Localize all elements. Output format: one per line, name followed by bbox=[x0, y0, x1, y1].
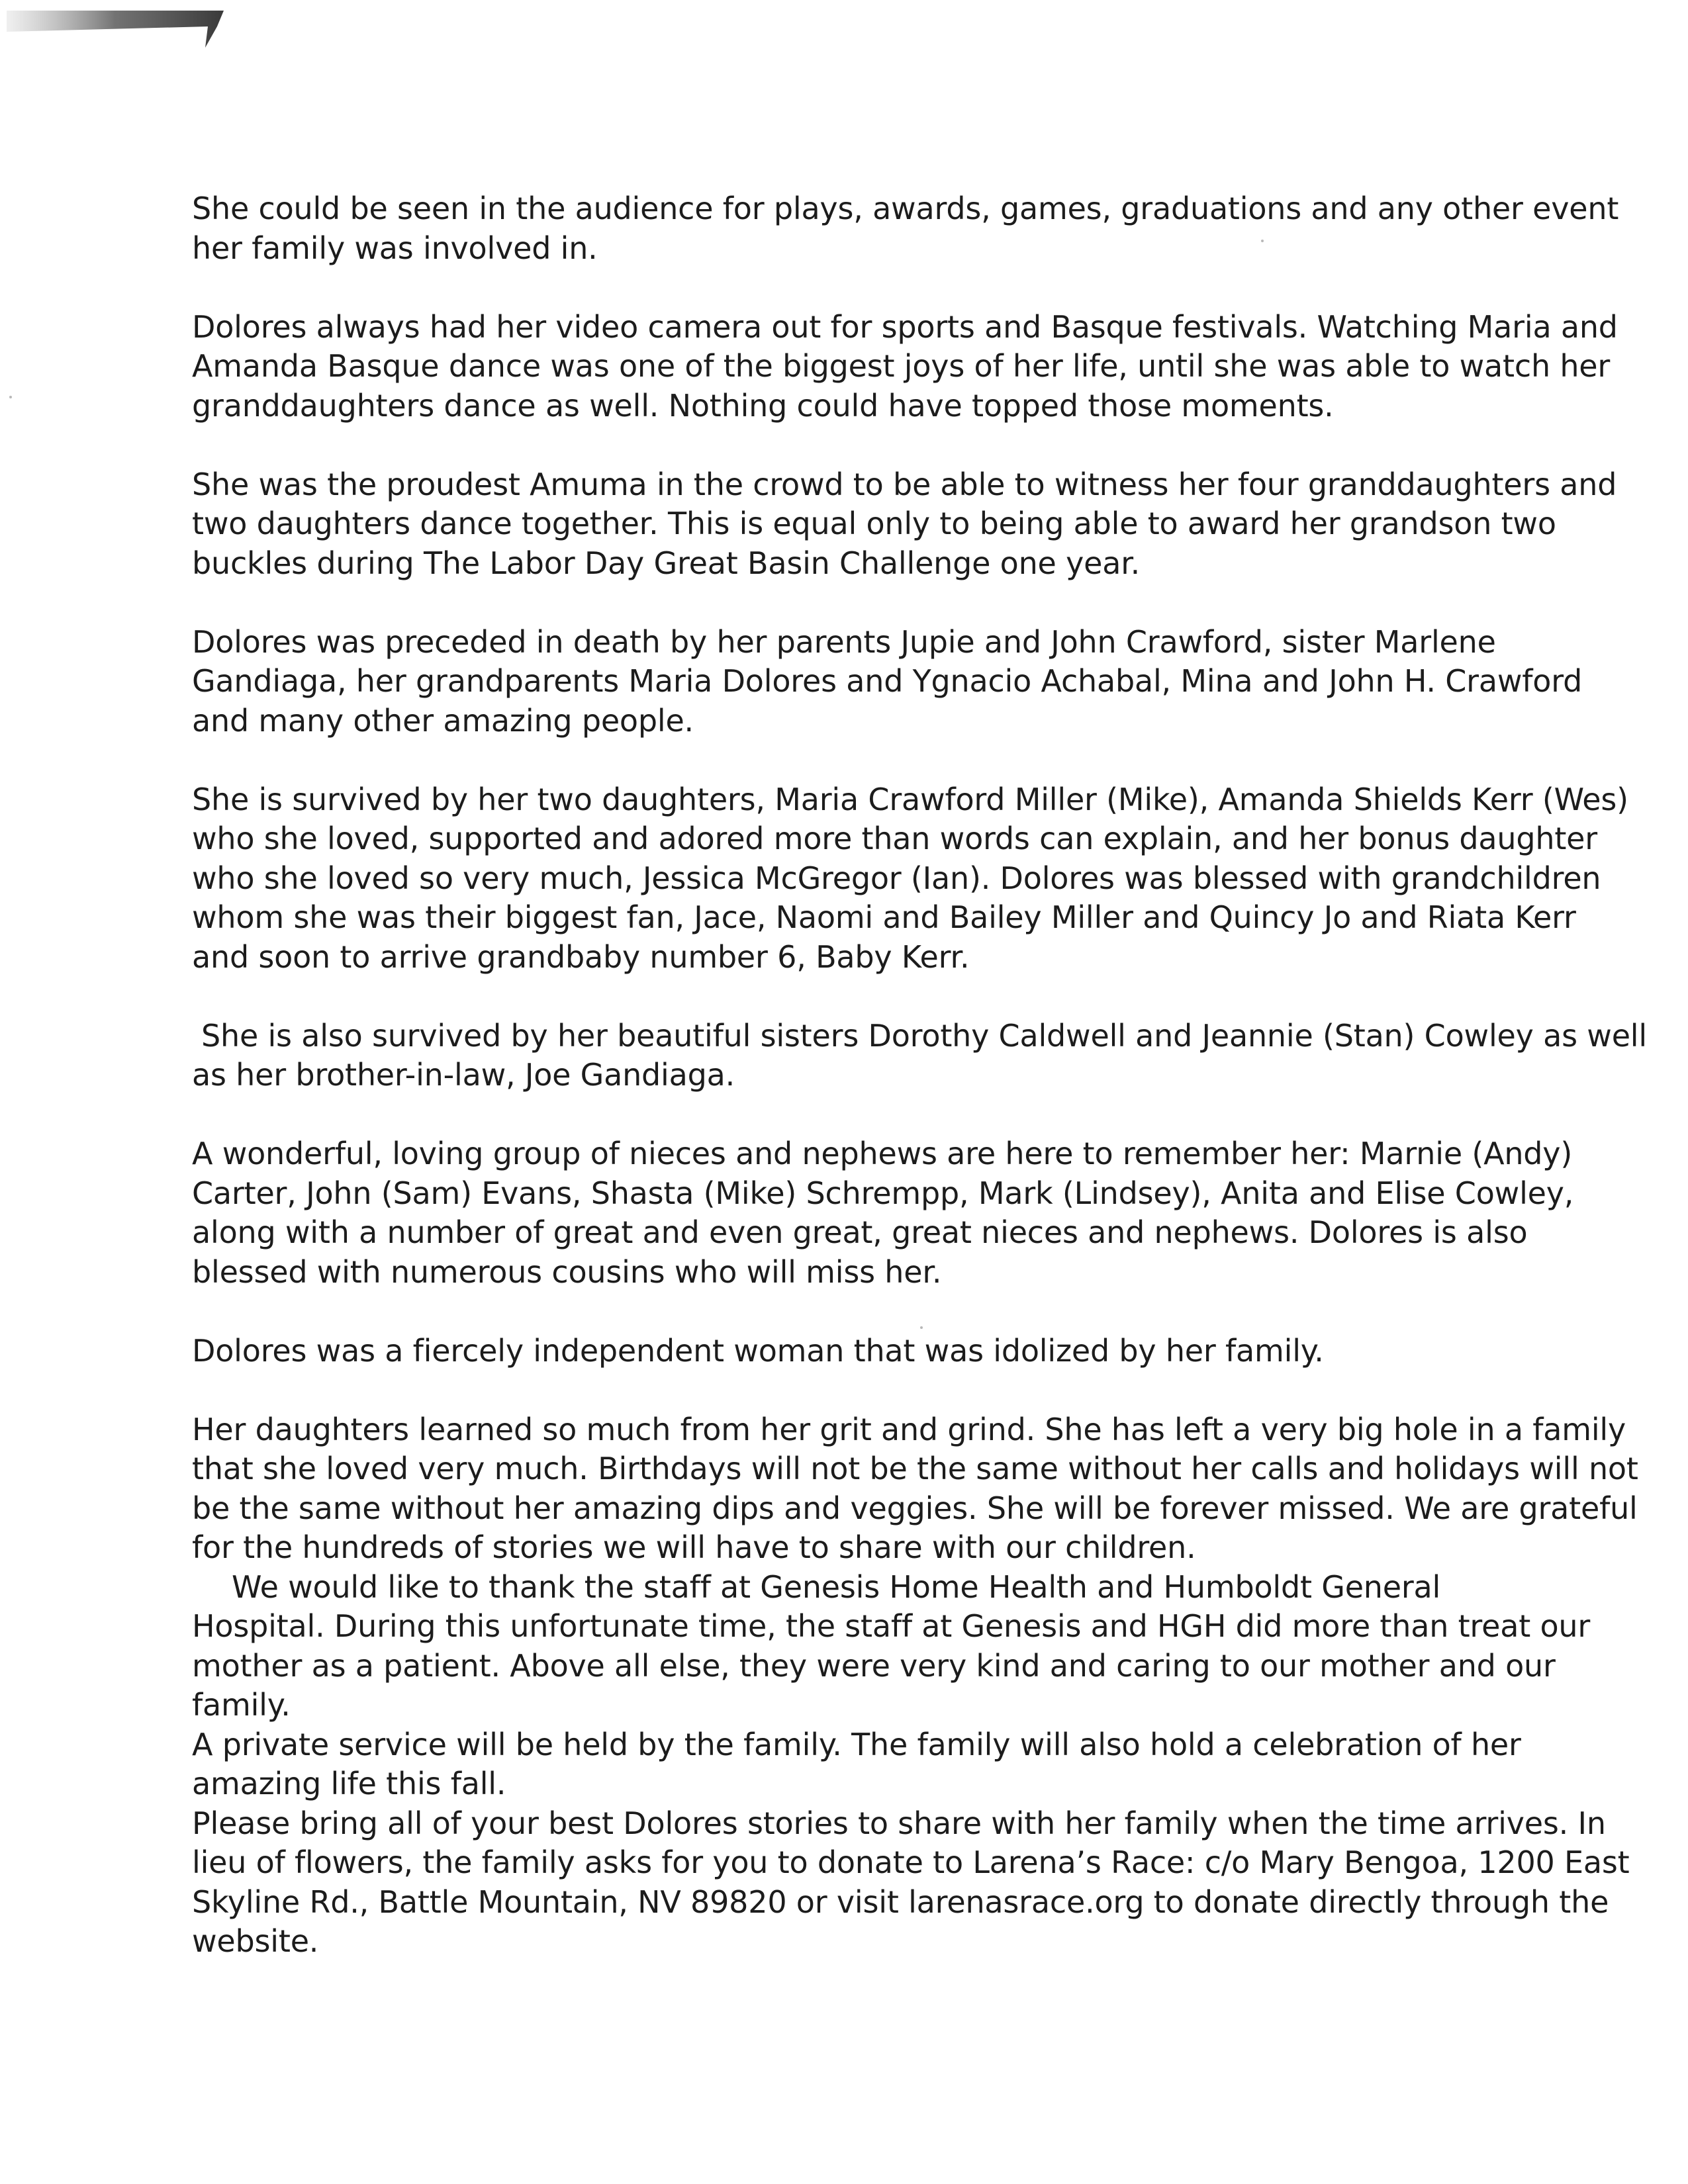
text-line: along with a number of great and even great, great nieces and nephews. Dolores is also bbox=[192, 1214, 1528, 1250]
text-line: that she loved very much. Birthdays will not be the same without her calls and holidays will not bbox=[192, 1451, 1638, 1486]
paragraph-video-camera bbox=[192, 308, 1618, 426]
text-line: her family was involved in. bbox=[192, 230, 598, 266]
paragraph-independent-woman bbox=[192, 1332, 1509, 1371]
text-line: lieu of flowers, the family asks for you to donate to Larena’s Race: c/o Mary Bengoa, 1200 East bbox=[192, 1844, 1630, 1880]
text-line: whom she was their biggest fan, Jace, Naomi and Bailey Miller and Quincy Jo and Riata Kerr bbox=[192, 899, 1576, 935]
text-line: Please bring all of your best Dolores stories to share with her family when the time arrives. In bbox=[192, 1805, 1606, 1841]
text-line: Her daughters learned so much from her grit and grind. She has left a very big hole in a family bbox=[192, 1411, 1626, 1447]
text-line: family. bbox=[192, 1687, 291, 1723]
paragraph-gap bbox=[192, 1371, 1509, 1410]
text-line: two daughters dance together. This is equal only to being able to award her grandson two bbox=[192, 506, 1556, 541]
obituary-body bbox=[192, 189, 1647, 1962]
paragraph-gap bbox=[192, 1095, 1509, 1135]
paragraph-nieces-nephews bbox=[192, 1134, 1574, 1292]
text-line: be the same without her amazing dips and veggies. She will be forever missed. We are grateful bbox=[192, 1490, 1638, 1526]
text-line: mother as a patient. Above all else, they were very kind and caring to our mother and our bbox=[192, 1647, 1556, 1684]
paragraph-survived-by-daughters bbox=[192, 780, 1628, 978]
text-line: who she loved so very much, Jessica McGregor (Ian). Dolores was blessed with grandchildren bbox=[192, 860, 1601, 896]
text-line: A wonderful, loving group of nieces and nephews are here to remember her: Marnie (Andy) bbox=[192, 1136, 1573, 1171]
text-line: She is also survived by her beautiful sisters Dorothy Caldwell and Jeannie (Stan) Cowley as well bbox=[201, 1017, 1647, 1054]
text-line: Hospital. During this unfortunate time, the staff at Genesis and HGH did more than treat our bbox=[192, 1608, 1591, 1644]
text-line: Dolores always had her video camera out for sports and Basque festivals. Watching Maria and bbox=[192, 308, 1618, 345]
text-line: She could be seen in the audience for plays, awards, games, graduations and any other event bbox=[192, 191, 1619, 226]
text-line: Gandiaga, her grandparents Maria Dolores and Ygnacio Achabal, Mina and John H. Crawford bbox=[192, 663, 1583, 699]
text-line: buckles during The Labor Day Great Basin Challenge one year. bbox=[192, 545, 1141, 581]
paragraph-gap bbox=[192, 426, 1509, 465]
text-line: for the hundreds of stories we will have to share with our children. bbox=[192, 1529, 1196, 1565]
text-line: She was the proudest Amuma in the crowd to be able to witness her four granddaughters and bbox=[192, 466, 1617, 502]
paragraph-gap bbox=[192, 741, 1509, 780]
text-line: Amanda Basque dance was one of the biggest joys of her life, until she was able to watch her bbox=[192, 348, 1611, 384]
paragraph-gap bbox=[192, 268, 1509, 308]
text-line: amazing life this fall. bbox=[192, 1766, 506, 1801]
paragraph-proudest-amuma bbox=[192, 465, 1617, 584]
text-line: Dolores was a fiercely independent woman that was idolized by her family. bbox=[192, 1332, 1324, 1369]
text-line: Skyline Rd., Battle Mountain, NV 89820 or visit larenasrace.org to donate directly through the bbox=[192, 1884, 1609, 1920]
text-line: We would like to thank the staff at Genesis Home Health and Humboldt General bbox=[232, 1569, 1441, 1605]
paragraph-gap bbox=[192, 583, 1509, 623]
text-line: and soon to arrive grandbaby number 6, Baby Kerr. bbox=[192, 938, 970, 975]
text-line: She is survived by her two daughters, Maria Crawford Miller (Mike), Amanda Shields Kerr (Wes) bbox=[192, 781, 1628, 817]
paragraph-gap bbox=[192, 1292, 1509, 1332]
paragraph-gap bbox=[192, 977, 1509, 1017]
scanner-edge-mark bbox=[7, 7, 225, 53]
text-line: website. bbox=[192, 1923, 319, 1959]
paragraph-closing bbox=[192, 1410, 1638, 1962]
text-line: who she loved, supported and adored more than words can explain, and her bonus daughter bbox=[192, 821, 1597, 856]
paragraph-survived-by-sisters bbox=[192, 1017, 1647, 1095]
text-line: Dolores was preceded in death by her parents Jupie and John Crawford, sister Marlene bbox=[192, 623, 1496, 660]
paragraph-events bbox=[192, 189, 1619, 268]
text-line: granddaughters dance as well. Nothing could have topped those moments. bbox=[192, 387, 1334, 424]
text-line: Carter, John (Sam) Evans, Shasta (Mike) Schrempp, Mark (Lindsey), Anita and Elise Cowley, bbox=[192, 1175, 1574, 1211]
paragraph-preceded-in-death bbox=[192, 623, 1583, 741]
text-line: blessed with numerous cousins who will miss her. bbox=[192, 1253, 942, 1290]
scan-speck bbox=[9, 396, 12, 398]
text-line: A private service will be held by the family. The family will also hold a celebration of her bbox=[192, 1726, 1521, 1762]
text-line: as her brother-in-law, Joe Gandiaga. bbox=[192, 1057, 735, 1093]
text-line: and many other amazing people. bbox=[192, 702, 694, 739]
